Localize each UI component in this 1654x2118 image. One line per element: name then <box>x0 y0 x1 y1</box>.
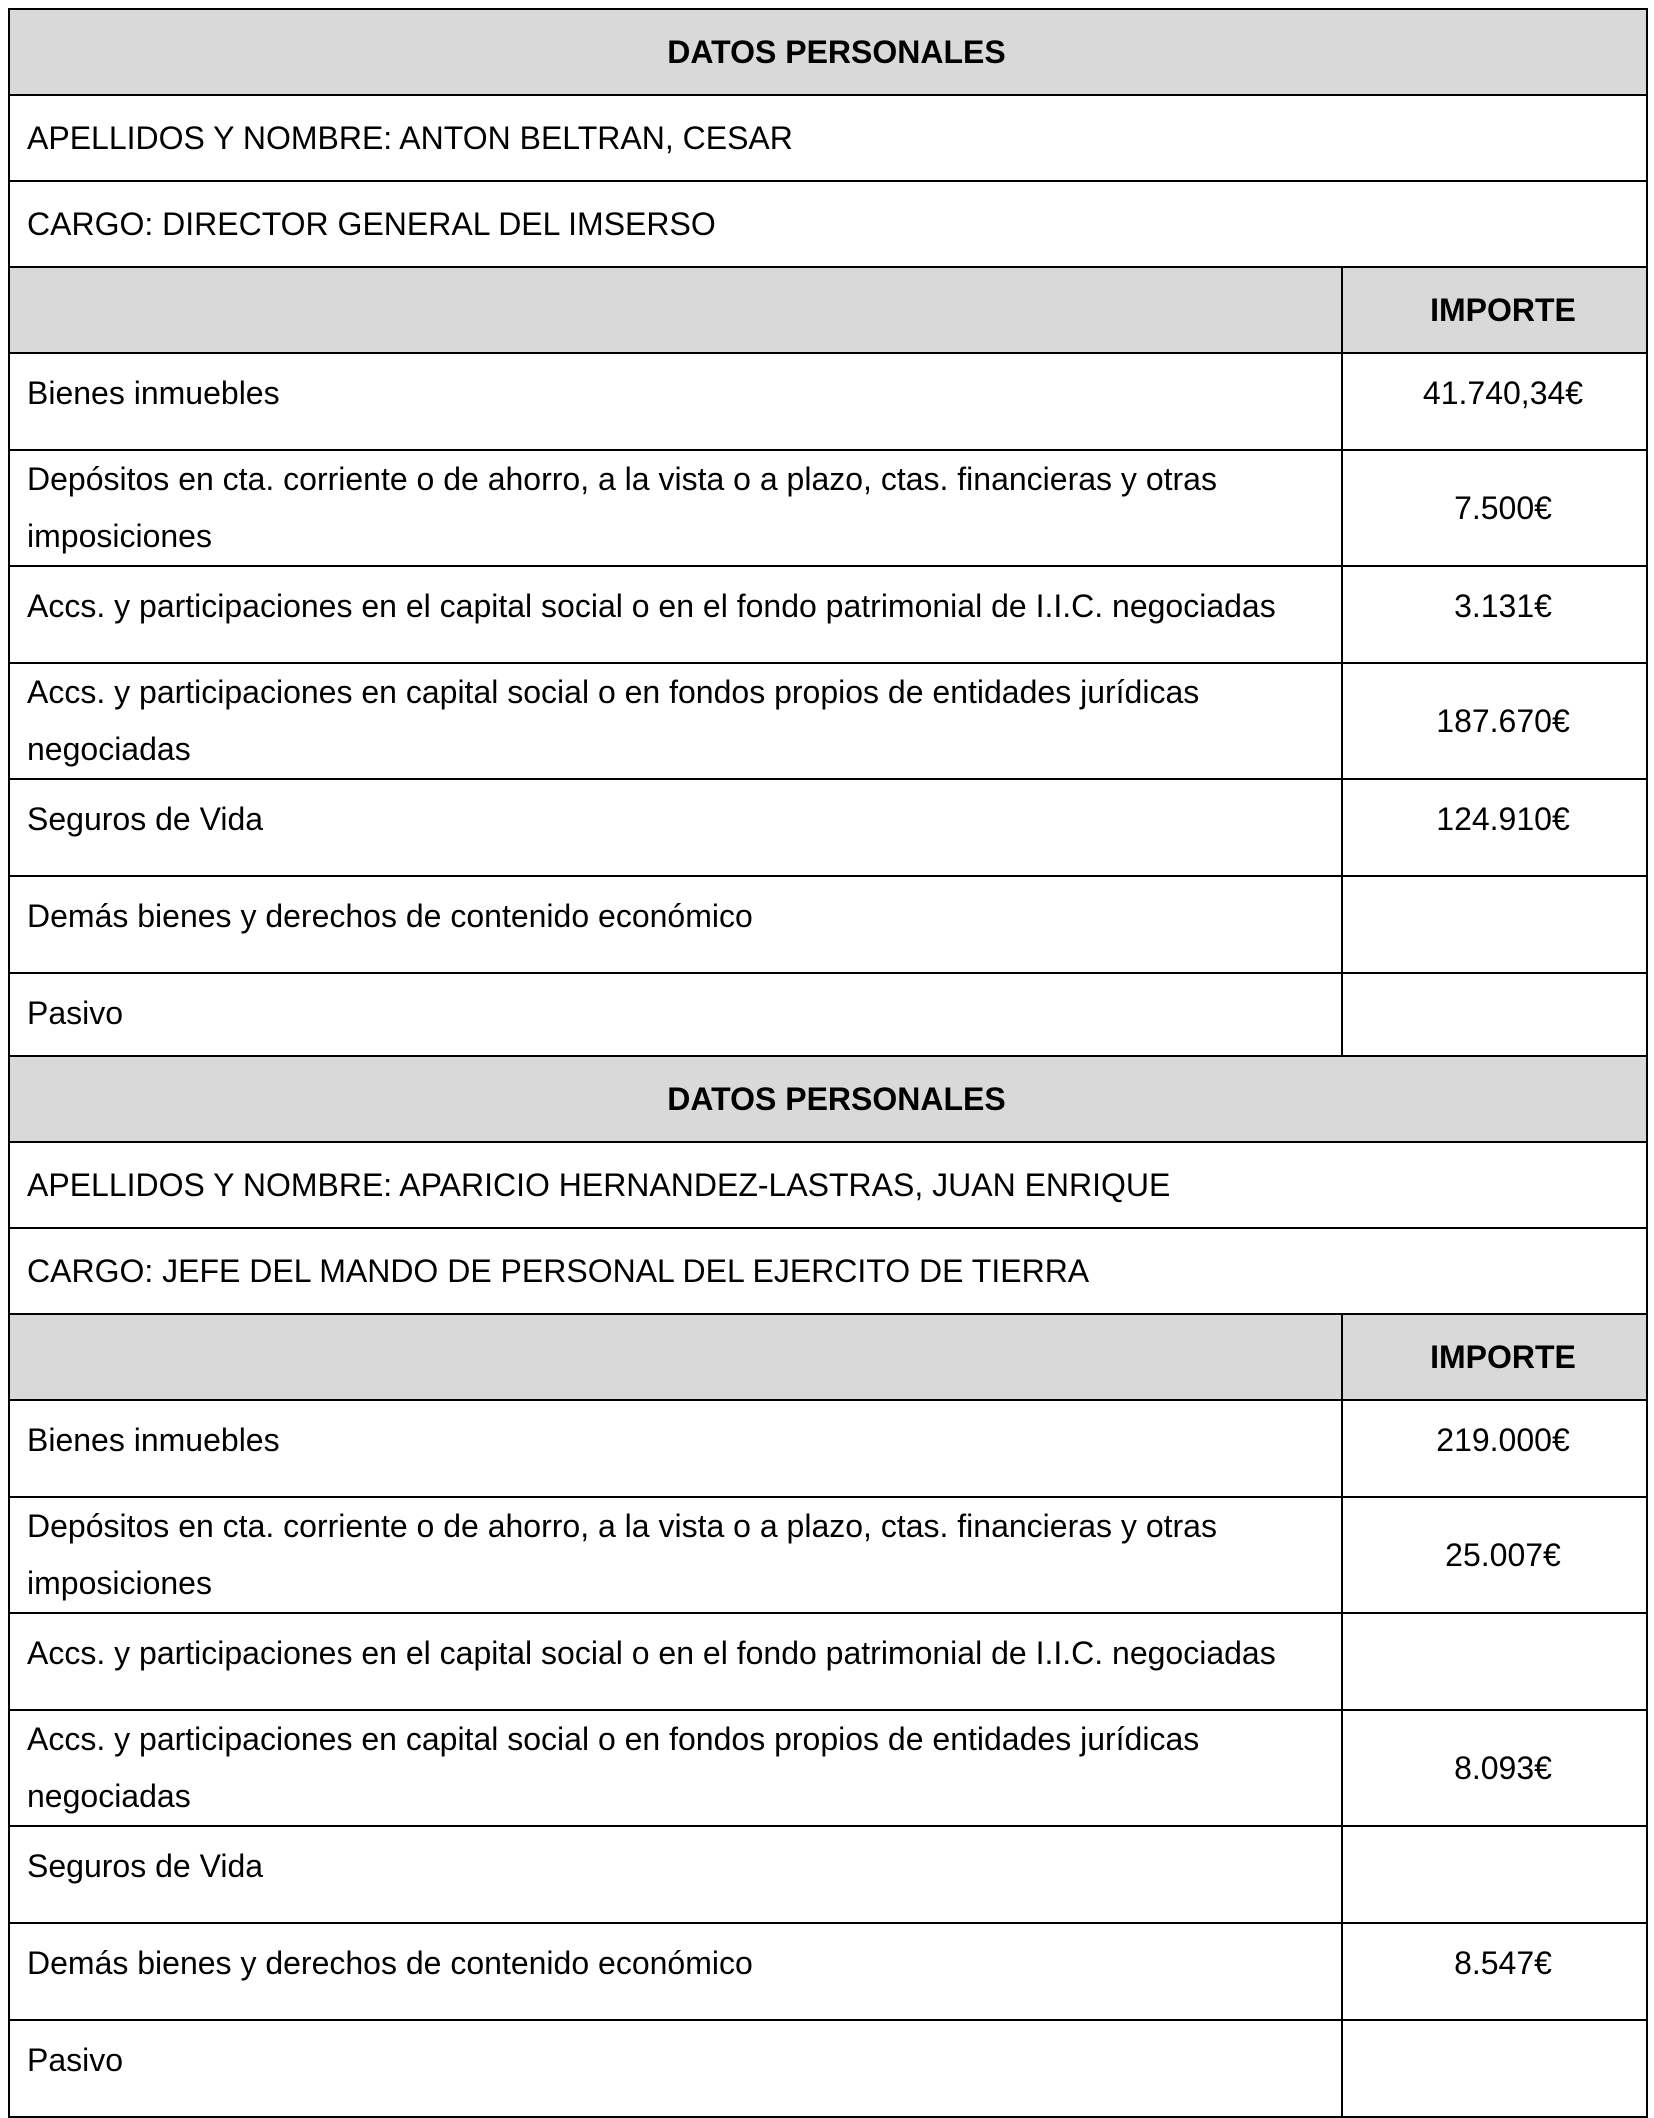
asset-amount <box>1342 2020 1647 2117</box>
asset-amount <box>1342 1826 1647 1923</box>
asset-amount <box>1342 876 1647 973</box>
asset-amount: 25.007€ <box>1342 1497 1647 1613</box>
table-row <box>9 1400 1647 1497</box>
asset-label: Seguros de Vida <box>9 1826 1342 1923</box>
table-row <box>9 450 1647 566</box>
name-line: APELLIDOS Y NOMBRE: ANTON BELTRAN, CESAR <box>9 95 1647 181</box>
column-header-amount: IMPORTE <box>1342 1314 1647 1400</box>
column-header-blank <box>9 1314 1342 1400</box>
asset-amount: 219.000€ <box>1342 1400 1647 1497</box>
column-header-amount: IMPORTE <box>1342 267 1647 353</box>
asset-label: Seguros de Vida <box>9 779 1342 876</box>
asset-declaration-table <box>8 1055 1648 2118</box>
position-line: CARGO: DIRECTOR GENERAL DEL IMSERSO <box>9 181 1647 267</box>
asset-label: Accs. y participaciones en capital social o en fondos propios de entidades jurídicas negociadas <box>9 663 1342 779</box>
section-title: DATOS PERSONALES <box>9 1056 1647 1142</box>
asset-label: Accs. y participaciones en el capital social o en el fondo patrimonial de I.I.C. negociadas <box>9 1613 1342 1710</box>
section-title: DATOS PERSONALES <box>9 9 1647 95</box>
table-row <box>9 1613 1647 1710</box>
table-row <box>9 353 1647 450</box>
asset-label: Pasivo <box>9 2020 1342 2117</box>
asset-label: Depósitos en cta. corriente o de ahorro, a la vista o a plazo, ctas. financieras y otras imposiciones <box>9 1497 1342 1613</box>
asset-label: Depósitos en cta. corriente o de ahorro, a la vista o a plazo, ctas. financieras y otras imposiciones <box>9 450 1342 566</box>
asset-label: Accs. y participaciones en capital social o en fondos propios de entidades jurídicas negociadas <box>9 1710 1342 1826</box>
table-row <box>9 663 1647 779</box>
table-row <box>9 779 1647 876</box>
asset-label: Bienes inmuebles <box>9 353 1342 450</box>
asset-label: Pasivo <box>9 973 1342 1070</box>
table-row <box>9 1497 1647 1613</box>
asset-amount: 8.093€ <box>1342 1710 1647 1826</box>
table-row <box>9 566 1647 663</box>
asset-label: Demás bienes y derechos de contenido económico <box>9 1923 1342 2020</box>
position-line: CARGO: JEFE DEL MANDO DE PERSONAL DEL EJERCITO DE TIERRA <box>9 1228 1647 1314</box>
asset-declaration-table <box>8 8 1648 1071</box>
asset-amount <box>1342 1613 1647 1710</box>
asset-amount: 3.131€ <box>1342 566 1647 663</box>
asset-amount: 124.910€ <box>1342 779 1647 876</box>
asset-amount: 41.740,34€ <box>1342 353 1647 450</box>
table-row <box>9 1710 1647 1826</box>
asset-label: Demás bienes y derechos de contenido económico <box>9 876 1342 973</box>
table-row <box>9 2020 1647 2117</box>
table-row <box>9 876 1647 973</box>
column-header-blank <box>9 267 1342 353</box>
asset-label: Bienes inmuebles <box>9 1400 1342 1497</box>
table-row <box>9 1923 1647 2020</box>
asset-amount: 8.547€ <box>1342 1923 1647 2020</box>
name-line: APELLIDOS Y NOMBRE: APARICIO HERNANDEZ-LASTRAS, JUAN ENRIQUE <box>9 1142 1647 1228</box>
asset-label: Accs. y participaciones en el capital social o en el fondo patrimonial de I.I.C. negociadas <box>9 566 1342 663</box>
asset-amount: 187.670€ <box>1342 663 1647 779</box>
asset-amount: 7.500€ <box>1342 450 1647 566</box>
table-row <box>9 1826 1647 1923</box>
